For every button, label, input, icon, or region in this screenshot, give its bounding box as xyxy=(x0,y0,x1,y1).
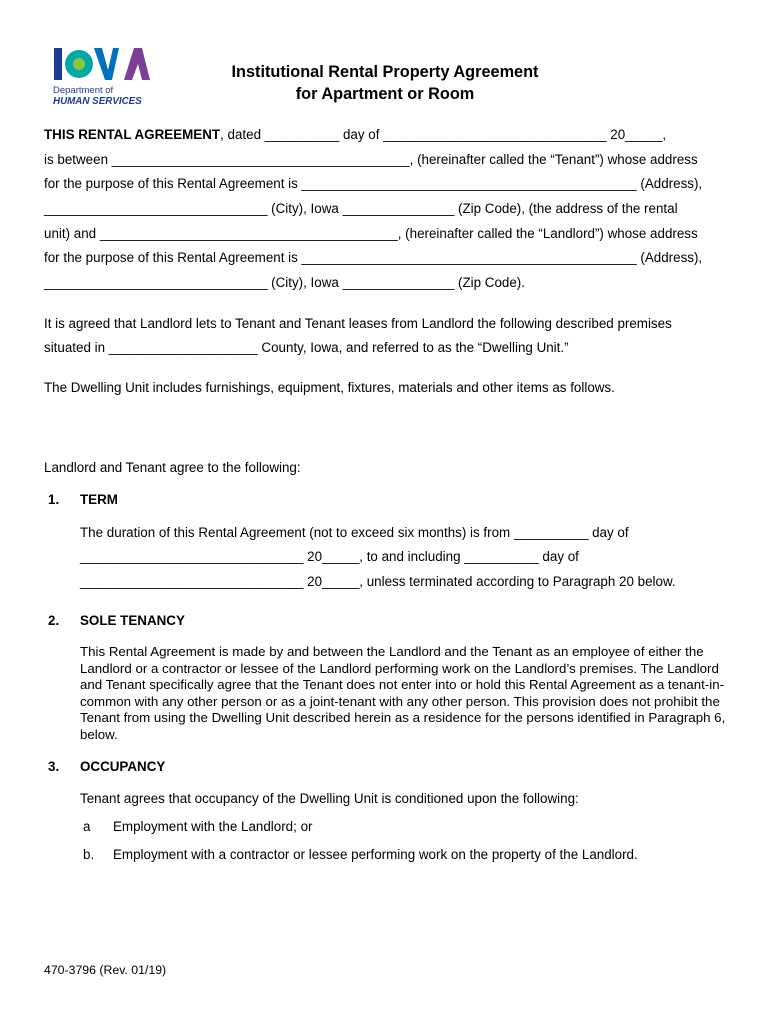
logo-department-line2: HUMAN SERVICES xyxy=(53,96,142,107)
term-line3: ______________________________ 20_____, unless terminated according to Paragraph 20 below. xyxy=(80,574,676,589)
form-title-line2: for Apartment or Room xyxy=(295,85,475,103)
agree-intro: Landlord and Tenant agree to the following: xyxy=(44,460,301,475)
section-2-heading: SOLE TENANCY xyxy=(80,613,185,628)
agreement-line1 xyxy=(44,127,666,142)
sole-tenancy-body: This Rental Agreement is made by and between the Landlord and the Tenant as an employee of either the Landlord or a contractor or lessee of the Landlord performing work on the Landlord’s premises. The Landlord and Tenant specifically agree that the Tenant does not enter into or hold this Rental Agreement as a tenant-in-common with any other person or as a joint-tenant with any other person. This provision does not prohibit the Tenant from using the Dwelling Unit described herein as a residence for the persons identified in Paragraph 6, below. xyxy=(80,644,726,742)
section-1-heading: TERM xyxy=(80,492,118,507)
premises-line1: It is agreed that Landlord lets to Tenant and Tenant leases from Landlord the following described premises xyxy=(44,316,672,331)
section-3-number: 3. xyxy=(48,759,60,774)
premises-line2: situated in ____________________ County, Iowa, and referred to as the “Dwelling Unit.” xyxy=(44,340,569,355)
furnishings-text: The Dwelling Unit includes furnishings, equipment, fixtures, materials and other items as follows. xyxy=(44,380,615,395)
form-title-line1: Institutional Rental Property Agreement xyxy=(231,63,539,81)
section-3-heading: OCCUPANCY xyxy=(80,759,166,774)
agreement-dated-text: , dated __________ day of ______________________________ 20_____, xyxy=(220,127,667,142)
agreement-line7: ______________________________ (City), Iowa _______________ (Zip Code). xyxy=(44,275,525,290)
occupancy-item-b-marker: b. xyxy=(83,847,95,862)
occupancy-item-a-text: Employment with the Landlord; or xyxy=(113,819,313,834)
logo-department-line1: Department of xyxy=(53,85,114,96)
agreement-heading: THIS RENTAL AGREEMENT xyxy=(44,127,221,142)
agreement-line4: ______________________________ (City), Iowa _______________ (Zip Code), (the address of the rental xyxy=(44,201,678,216)
occupancy-item-b-text: Employment with a contractor or lessee performing work on the property of the Landlord. xyxy=(113,847,638,862)
agreement-line6: for the purpose of this Rental Agreement is _____________________________________________ (Address), xyxy=(44,250,703,265)
section-2-number: 2. xyxy=(48,613,60,628)
occupancy-item-a-marker: a xyxy=(83,819,91,834)
term-line2: ______________________________ 20_____, to and including __________ day of xyxy=(80,549,579,564)
section-1-number: 1. xyxy=(48,492,60,507)
occupancy-intro: Tenant agrees that occupancy of the Dwelling Unit is conditioned upon the following: xyxy=(80,791,579,806)
form-number: 470-3796 (Rev. 01/19) xyxy=(44,963,167,977)
agreement-line5: unit) and ________________________________________, (hereinafter called the “Landlord”) whose address xyxy=(44,226,698,241)
agreement-line2: is between ________________________________________, (hereinafter called the “Tenant”) whose address xyxy=(44,152,698,167)
term-line1: The duration of this Rental Agreement (not to exceed six months) is from __________ day of xyxy=(80,525,629,540)
agreement-line3: for the purpose of this Rental Agreement is _____________________________________________ (Address), xyxy=(44,176,703,191)
